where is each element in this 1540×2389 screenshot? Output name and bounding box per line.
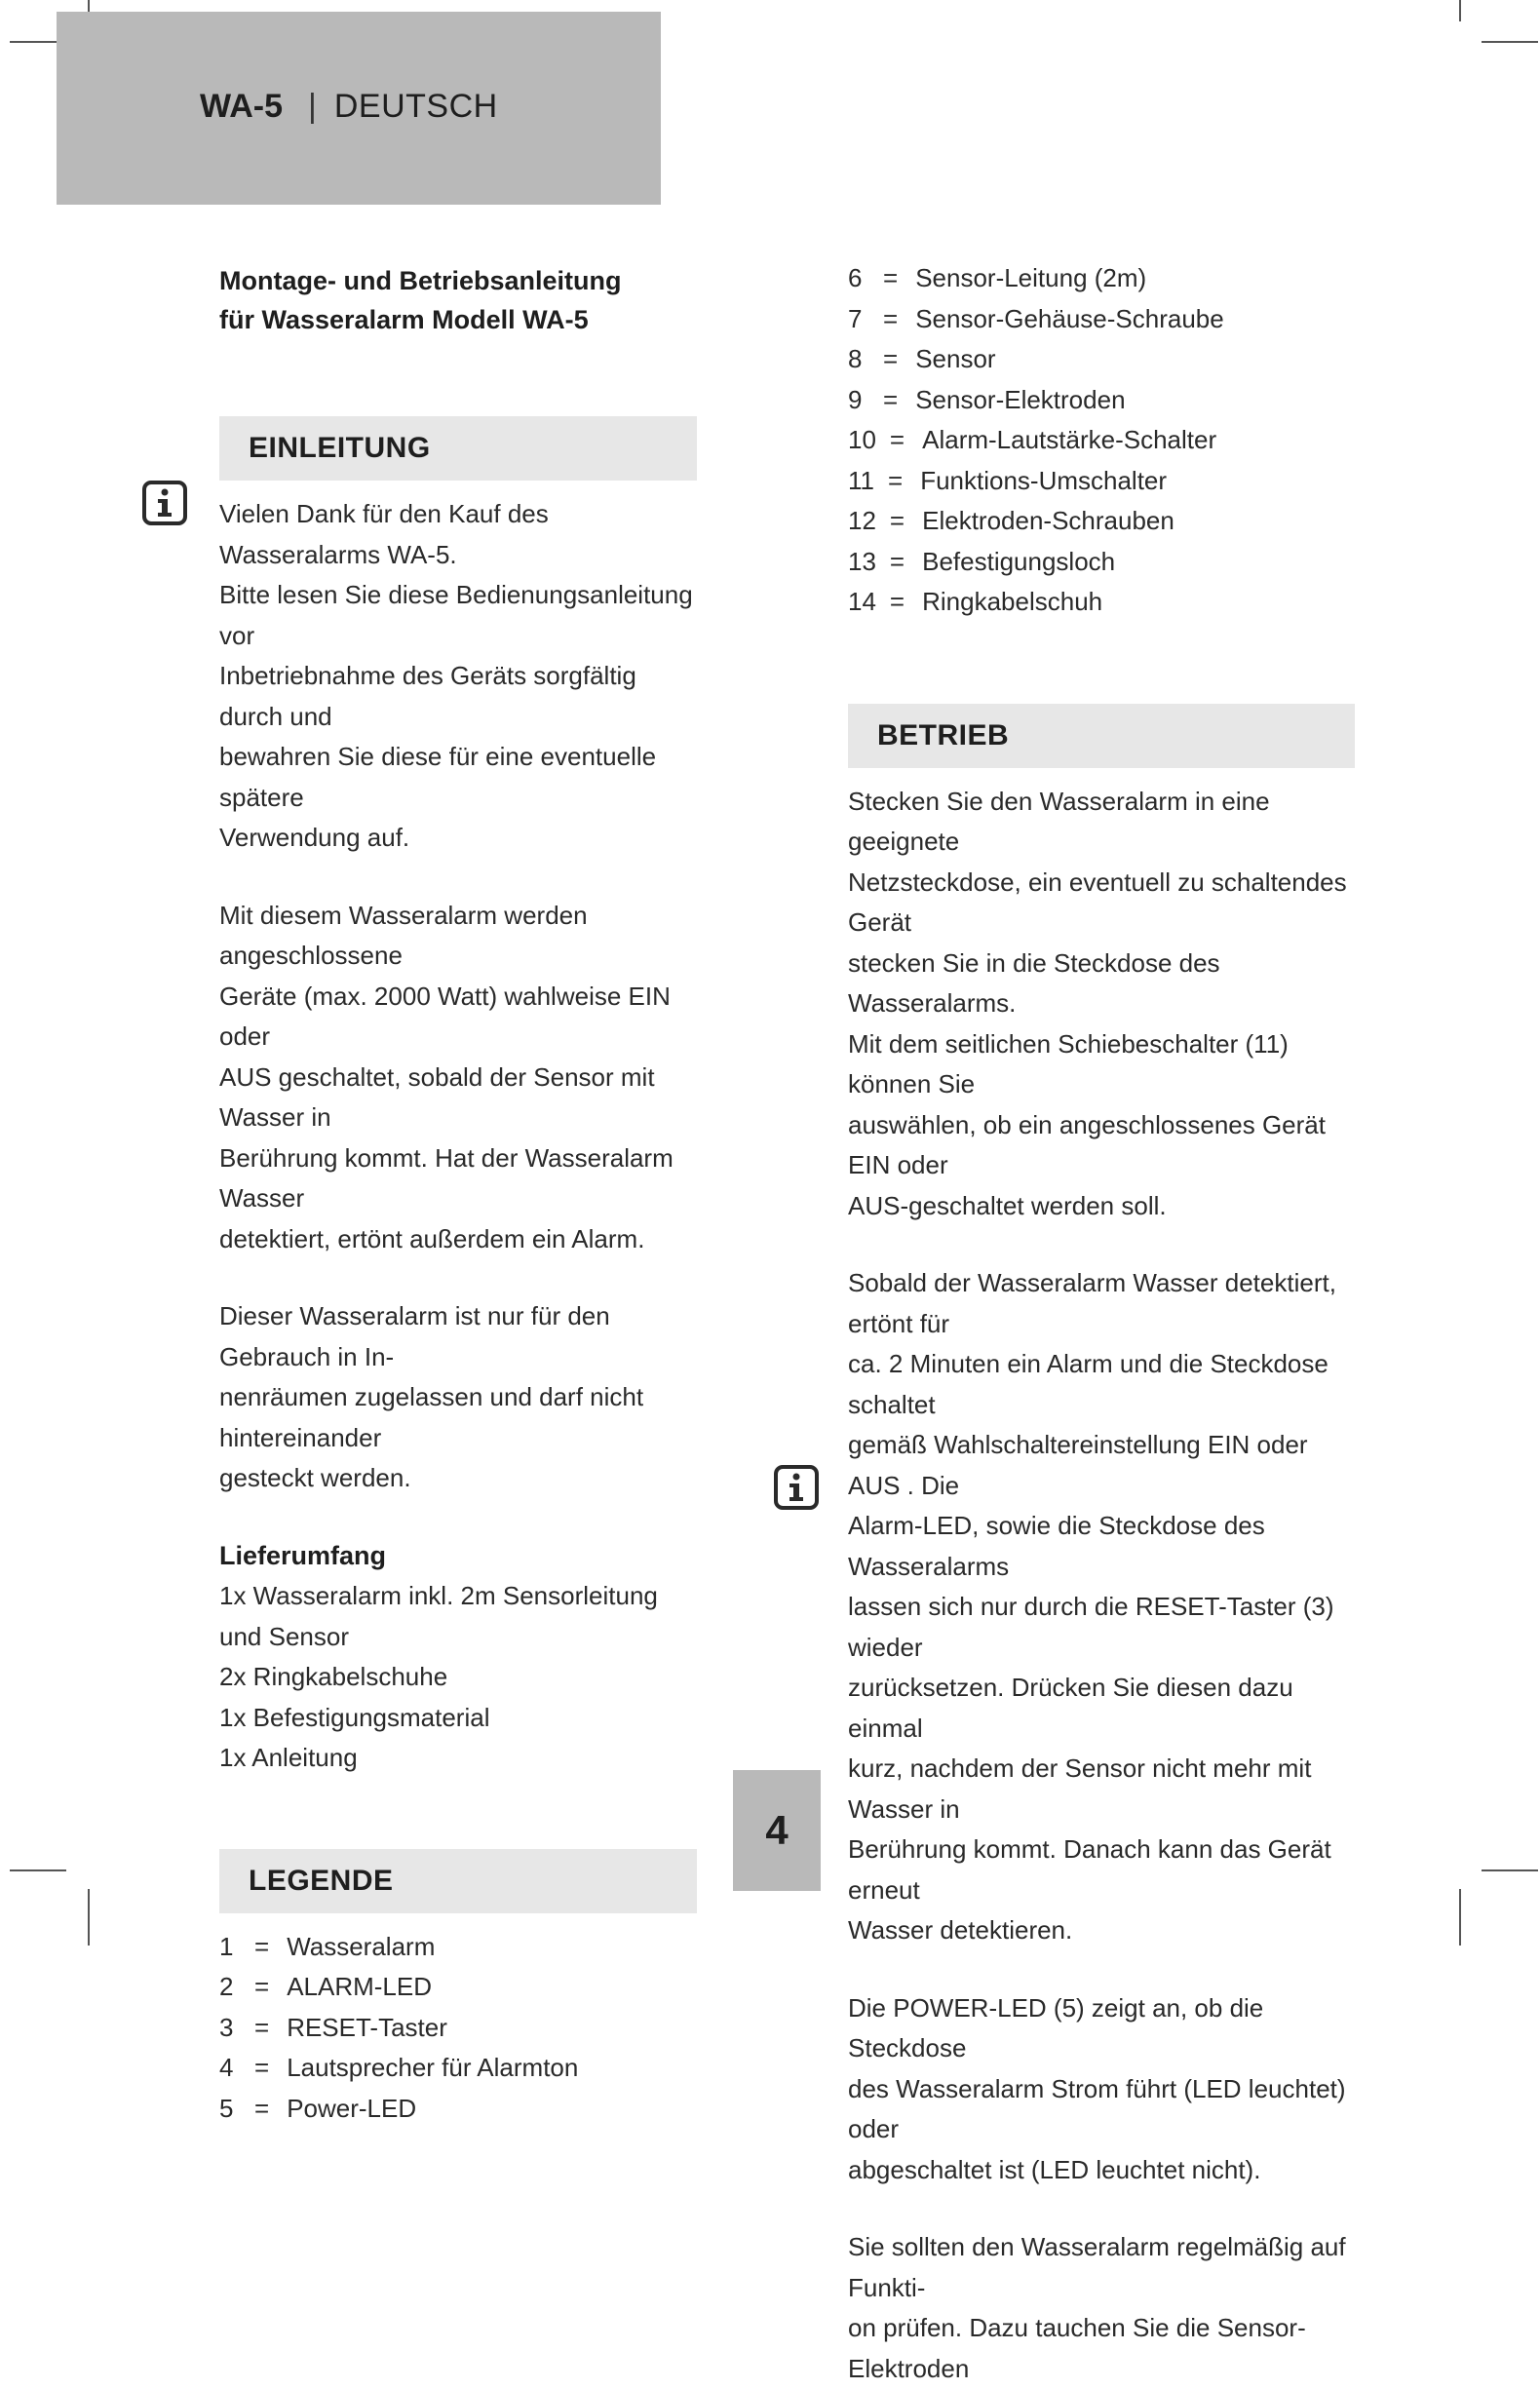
section-heading-label: LEGENDE [249, 1864, 394, 1897]
scope-item: 1x Befestigungsmaterial [219, 1702, 490, 1732]
header-separator: | [308, 88, 317, 125]
scope-of-delivery [219, 1536, 697, 1779]
text-line: Wasser detektieren. [848, 1915, 1073, 1945]
legend-item [848, 420, 1355, 461]
crop-mark [1482, 1869, 1538, 1871]
legend-label: Elektroden-Schrauben [922, 506, 1174, 535]
left-column [219, 261, 697, 2129]
section-heading-label: EINLEITUNG [249, 432, 431, 464]
crop-mark [10, 1869, 66, 1871]
intro-paragraph-2 [219, 896, 697, 1260]
info-icon [142, 481, 187, 525]
doc-title-line-1: Montage- und Betriebsanleitung [219, 266, 622, 295]
section-heading-label: BETRIEB [877, 718, 1010, 751]
legend-label: Sensor [915, 344, 996, 373]
legend-equals: = [883, 344, 899, 373]
legend-equals: = [883, 384, 899, 414]
text-line: Verwendung auf. [219, 823, 410, 852]
legend-number: 12 [848, 506, 876, 535]
legend-item [219, 1927, 697, 1968]
text-line: gesteckt werden. [219, 1463, 411, 1492]
text-line: Vielen Dank für den Kauf des Wasseralarms WA-5. [219, 499, 549, 569]
legend-number: 4 [219, 2053, 234, 2082]
legend-number: 1 [219, 1931, 234, 1961]
legend-equals: = [888, 465, 904, 495]
legend-item [848, 380, 1355, 421]
legend-number: 7 [848, 303, 863, 333]
text-line: Stecken Sie den Wasseralarm in eine geeignete [848, 786, 1270, 856]
text-line: Netzsteckdose, ein eventuell zu schaltendes Gerät [848, 867, 1347, 937]
legend-label: Ringkabelschuh [922, 587, 1103, 616]
right-column [848, 258, 1355, 2389]
scope-item: 1x Wasseralarm inkl. 2m Sensorleitung und Sensor [219, 1581, 658, 1651]
doc-title-line-2: für Wasseralarm Modell WA-5 [219, 305, 589, 334]
legend-number: 3 [219, 2012, 234, 2042]
text-line: Berührung kommt. Danach kann das Gerät erneut [848, 1834, 1331, 1905]
operation-paragraph-2 [848, 1263, 1355, 1951]
crop-mark [1459, 0, 1461, 21]
legend-label: RESET-Taster [287, 2012, 447, 2042]
text-line: Mit dem seitlichen Schiebeschalter (11) können Sie [848, 1028, 1289, 1098]
model-name: WA-5 [200, 88, 283, 125]
legend-label: Sensor-Elektroden [915, 384, 1126, 414]
text-line: bewahren Sie diese für eine eventuelle spätere [219, 742, 657, 812]
legend-equals: = [254, 2012, 270, 2042]
section-heading-legende [219, 1849, 697, 1913]
legend-item [848, 461, 1355, 502]
text-line: des Wasseralarm Strom führt (LED leuchtet) oder [848, 2073, 1346, 2143]
legend-equals: = [889, 587, 905, 616]
text-line: Alarm-LED, sowie die Steckdose des Wasseralarms [848, 1511, 1265, 1581]
text-line: Sobald der Wasseralarm Wasser detektiert, ertönt für [848, 1268, 1336, 1338]
legend-equals: = [254, 2093, 270, 2123]
crop-mark [1482, 41, 1538, 43]
legend-number: 13 [848, 546, 876, 576]
text-line: nenräumen zugelassen und darf nicht hintereinander [219, 1382, 644, 1452]
legend-number: 8 [848, 344, 863, 373]
language-label: DEUTSCH [333, 88, 498, 125]
legend-label: Befestigungsloch [922, 546, 1116, 576]
legend-equals: = [889, 546, 905, 576]
operation-paragraph-3 [848, 1988, 1355, 2191]
text-line: ca. 2 Minuten ein Alarm und die Steckdose schaltet [848, 1349, 1328, 1419]
legend-item [848, 501, 1355, 542]
legend-label: Power-LED [287, 2093, 417, 2123]
scope-item: 2x Ringkabelschuhe [219, 1662, 448, 1691]
legend-item [848, 542, 1355, 583]
text-line: AUS geschaltet, sobald der Sensor mit Wasser in [219, 1061, 655, 1132]
legend-item [848, 582, 1355, 623]
info-icon [774, 1465, 819, 1510]
operation-paragraph-4 [848, 2227, 1355, 2389]
legend-number: 2 [219, 1972, 234, 2001]
legend-item [219, 2089, 697, 2130]
legend-list-left [219, 1927, 697, 2130]
page-number [733, 1770, 821, 1891]
header-title [200, 88, 498, 126]
text-line: AUS-geschaltet werden soll. [848, 1190, 1167, 1220]
text-line: zurücksetzen. Drücken Sie diesen dazu einmal [848, 1673, 1293, 1743]
legend-number: 14 [848, 587, 876, 616]
text-line: Die POWER-LED (5) zeigt an, ob die Steckdose [848, 1992, 1264, 2062]
legend-label: ALARM-LED [287, 1972, 433, 2001]
text-line: Sie sollten den Wasseralarm regelmäßig auf Funkti- [848, 2232, 1346, 2302]
legend-item [219, 1967, 697, 2008]
legend-number: 6 [848, 263, 863, 292]
legend-list-right [848, 258, 1355, 623]
legend-label: Funktions-Umschalter [920, 465, 1168, 495]
text-line: Inbetriebnahme des Geräts sorgfältig durch und [219, 661, 636, 731]
text-line: kurz, nachdem der Sensor nicht mehr mit Wasser in [848, 1753, 1312, 1824]
legend-label: Lautsprecher für Alarmton [287, 2053, 579, 2082]
legend-label: Sensor-Gehäuse-Schraube [915, 303, 1224, 333]
scope-item: 1x Anleitung [219, 1743, 358, 1772]
crop-mark [88, 1889, 90, 1946]
text-line: detektiert, ertönt außerdem ein Alarm. [219, 1223, 645, 1253]
legend-equals: = [254, 1972, 270, 2001]
legend-equals: = [254, 2053, 270, 2082]
legend-number: 9 [848, 384, 863, 414]
legend-item [848, 339, 1355, 380]
legend-equals: = [889, 425, 905, 454]
legend-item [219, 2008, 697, 2049]
legend-label: Sensor-Leitung (2m) [915, 263, 1147, 292]
text-line: gemäß Wahlschaltereinstellung EIN oder AUS . Die [848, 1430, 1308, 1500]
operation-paragraph-1 [848, 782, 1355, 1227]
legend-number: 5 [219, 2093, 234, 2123]
text-line: Berührung kommt. Hat der Wasseralarm Wasser [219, 1142, 674, 1213]
legend-item [848, 299, 1355, 340]
legend-equals: = [883, 303, 899, 333]
legend-label: Wasseralarm [287, 1931, 436, 1961]
text-line: stecken Sie in die Steckdose des Wasseralarms. [848, 947, 1220, 1018]
text-line: Geräte (max. 2000 Watt) wahlweise EIN oder [219, 981, 671, 1051]
legend-equals: = [254, 1931, 270, 1961]
legend-number: 11 [848, 465, 874, 495]
text-line: auswählen, ob ein angeschlossenes Gerät EIN oder [848, 1109, 1326, 1179]
page-number-label: 4 [765, 1807, 789, 1853]
legend-label: Alarm-Lautstärke-Schalter [922, 425, 1217, 454]
legend-item [219, 2048, 697, 2089]
section-heading-einleitung [219, 416, 697, 481]
scope-heading: Lieferumfang [219, 1540, 387, 1570]
section-heading-betrieb [848, 704, 1355, 768]
text-line: Bitte lesen Sie diese Bedienungsanleitung vor [219, 580, 693, 650]
text-line: abgeschaltet ist (LED leuchtet nicht). [848, 2154, 1261, 2184]
crop-mark [1459, 1889, 1461, 1946]
text-line: on prüfen. Dazu tauchen Sie die Sensor-Elektroden [848, 2313, 1306, 2383]
legend-number: 10 [848, 425, 876, 454]
intro-paragraph-1 [219, 494, 697, 859]
legend-equals: = [883, 263, 899, 292]
text-line: Mit diesem Wasseralarm werden angeschlossene [219, 900, 588, 970]
text-line: lassen sich nur durch die RESET-Taster (3) wieder [848, 1592, 1334, 1662]
intro-paragraph-3 [219, 1296, 697, 1499]
legend-equals: = [889, 506, 905, 535]
text-line: Dieser Wasseralarm ist nur für den Gebrauch in In- [219, 1301, 610, 1371]
legend-item [848, 258, 1355, 299]
